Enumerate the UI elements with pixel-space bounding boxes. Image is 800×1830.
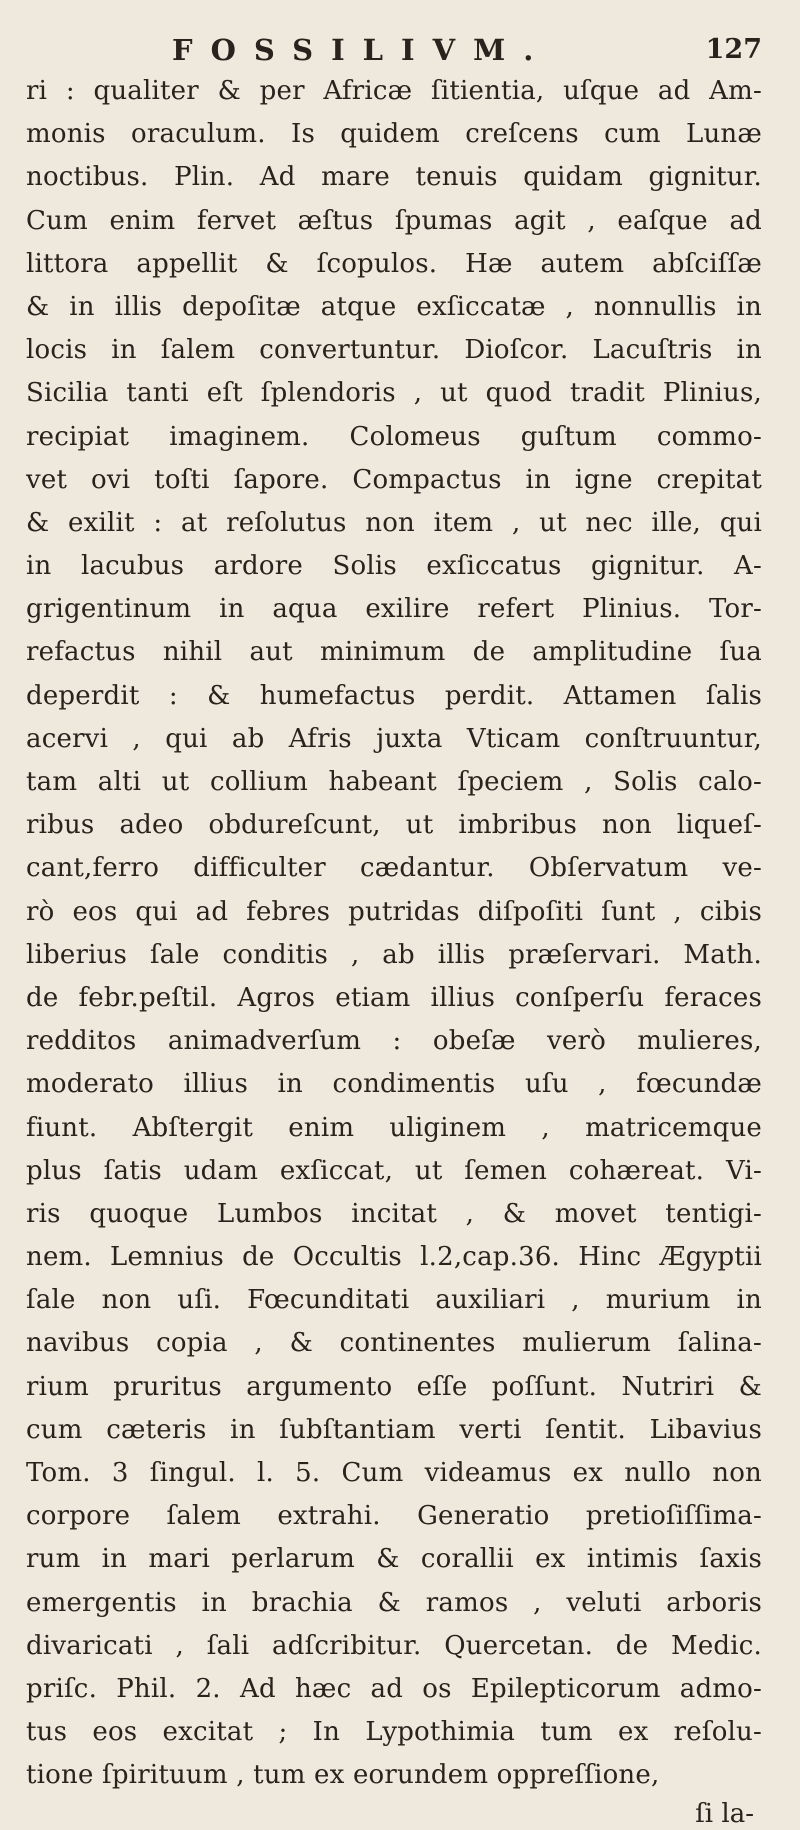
- text-line: moderato illius in condimentis uſu , fœcundæ: [26, 1069, 762, 1100]
- text-line: ris quoque Lumbos incitat , & movet tentigi-: [26, 1198, 762, 1229]
- text-line: monis oraculum. Is quidem creſcens cum Lunæ: [26, 119, 762, 150]
- text-line: Cum enim fervet æſtus ſpumas agit , eaſque ad: [26, 205, 762, 236]
- text-line: rum in mari perlarum & corallii ex intimis ſaxis: [26, 1544, 762, 1575]
- text-line: fiunt. Abſtergit enim uliginem , matricemque: [26, 1112, 762, 1143]
- text-line: corpore ſalem extrahi. Generatio pretioſiſſima-: [26, 1501, 762, 1532]
- text-line: recipiat imaginem. Colomeus guſtum commo-: [26, 421, 762, 452]
- text-line: liberius ſale conditis , ab illis præſervari. Math.: [26, 939, 762, 970]
- text-line: cant,ferro difficulter cædantur. Obſervatum ve-: [26, 853, 762, 884]
- text-line: locis in ſalem convertuntur. Dioſcor. Lacuſtris in: [26, 335, 762, 366]
- text-line: emergentis in brachia & ramos , veluti arboris: [26, 1587, 762, 1618]
- text-line: vet ovi toſti ſapore. Compactus in igne crepitat: [26, 464, 762, 495]
- text-line: & in illis depoſitæ atque exſiccatæ , nonnullis in: [26, 291, 762, 322]
- text-line: divaricati , ſali adſcribitur. Quercetan. de Medic.: [26, 1630, 762, 1661]
- text-line: Tom. 3 ſingul. l. 5. Cum videamus ex nullo non: [26, 1458, 762, 1488]
- text-line: tus eos excitat ; In Lypothimia tum ex reſolu-: [26, 1717, 762, 1748]
- text-line: rium pruritus argumento eſſe poſſunt. Nutriri &: [26, 1371, 762, 1402]
- text-line: tione ſpirituum , tum ex eorundem oppreſſione,: [26, 1760, 660, 1791]
- text-line: noctibus. Plin. Ad mare tenuis quidam gignitur.: [26, 162, 762, 193]
- text-line: in lacubus ardore Solis exſiccatus gignitur. A-: [26, 551, 762, 582]
- text-line: cum cæteris in ſubſtantiam verti ſentit. Libavius: [26, 1414, 762, 1445]
- text-line: ſale non uſi. Fœcunditati auxiliari , murium in: [26, 1285, 762, 1316]
- text-line: ribus adeo obdureſcunt, ut imbribus non liqueſ-: [26, 810, 762, 841]
- text-line: rò eos qui ad febres putridas diſpoſiti ſunt , cibis: [26, 896, 762, 927]
- text-line: ri : qualiter & per Africæ ſitientia, uſque ad Am-: [26, 76, 762, 106]
- running-head: [26, 30, 762, 70]
- text-line: grigentinum in aqua exilire refert Plinius. Tor-: [26, 594, 762, 625]
- body-text: [26, 70, 762, 1798]
- text-line: tam alti ut collium habeant ſpeciem , Solis calo-: [26, 767, 762, 797]
- catchword: ſi la-: [695, 1798, 754, 1829]
- text-line: de febr.peſtil. Agros etiam illius conſperſu feraces: [26, 982, 762, 1013]
- text-line: navibus copia , & continentes mulierum ſalina-: [26, 1328, 762, 1359]
- text-line: acervi , qui ab Afris juxta Vticam conſtruuntur,: [26, 723, 762, 754]
- text-line: priſc. Phil. 2. Ad hæc ad os Epilepticorum admo-: [26, 1673, 762, 1704]
- text-line: refactus nihil aut minimum de amplitudine ſua: [26, 637, 762, 668]
- text-line: Sicilia tanti eſt ſplendoris , ut quod tradit Plinius,: [26, 378, 762, 409]
- text-line: deperdit : & humefactus perdit. Attamen ſalis: [26, 680, 762, 711]
- page-number: 127: [705, 34, 762, 65]
- text-line: nem. Lemnius de Occultis l.2,cap.36. Hinc Ægyptii: [26, 1242, 762, 1273]
- running-title: FOSSILIVM.: [172, 33, 552, 67]
- text-line: & exilit : at reſolutus non item , ut nec ille, qui: [26, 507, 762, 538]
- text-line: plus ſatis udam exſiccat, ut ſemen cohæreat. Vi-: [26, 1155, 762, 1186]
- text-line: redditos animadverſum : obeſæ verò mulieres,: [26, 1026, 762, 1057]
- text-line: littora appellit & ſcopulos. Hæ autem abſciſſæ: [26, 248, 762, 279]
